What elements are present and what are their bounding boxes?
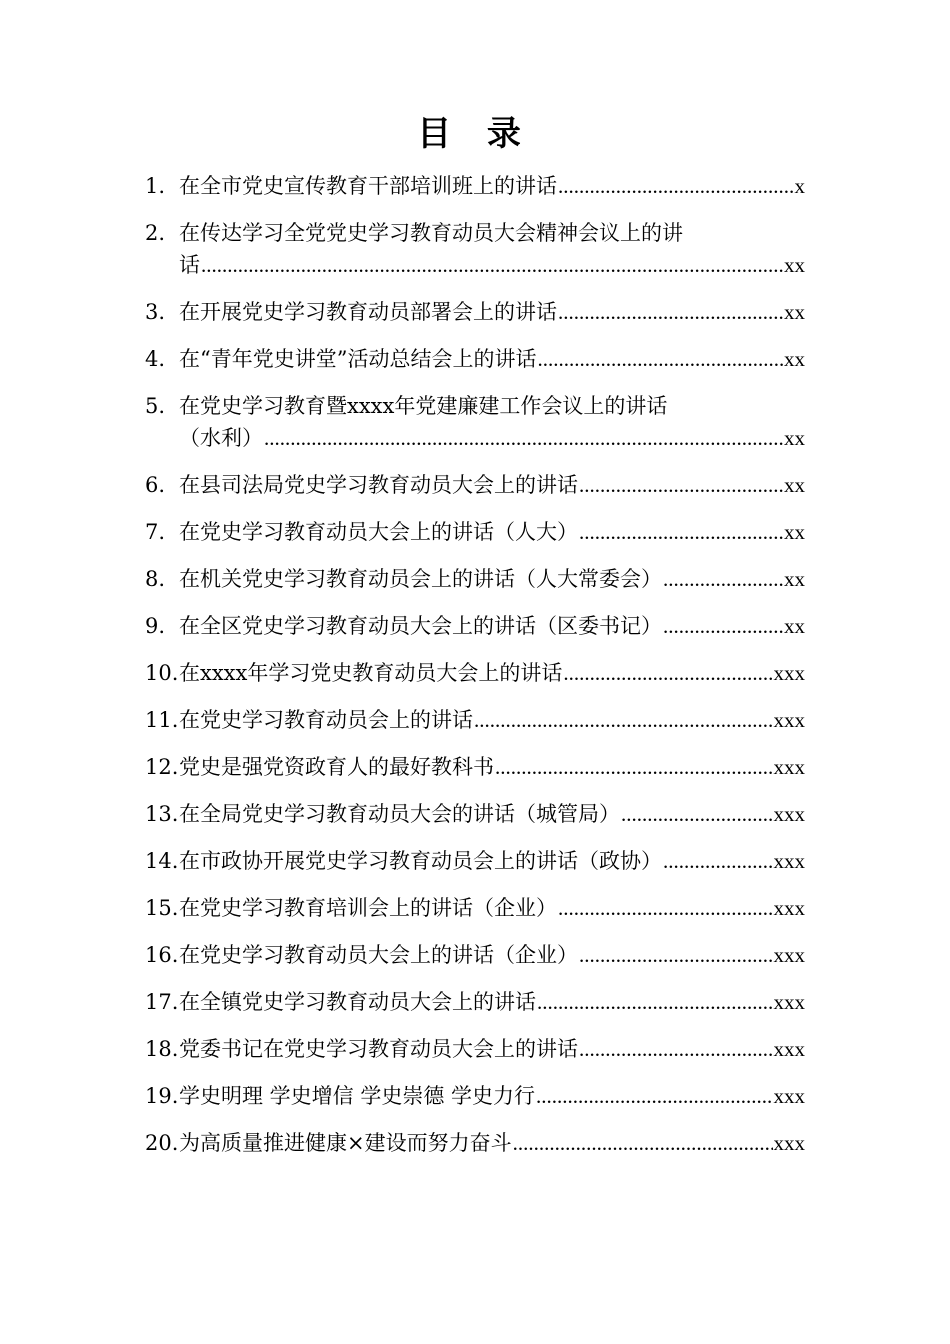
toc-entry[interactable]: [145, 986, 805, 1018]
entry-number: 3.: [145, 300, 166, 324]
dot-leader: [663, 610, 783, 642]
entry-number: 16.: [145, 943, 179, 967]
entry-title: 在全局党史学习教育动员大会的讲话（城管局）: [179, 802, 620, 826]
entry-page: xxx: [773, 849, 805, 873]
entry-number: 10.: [145, 661, 179, 685]
dot-leader: [536, 1080, 772, 1112]
dot-leader: [579, 939, 773, 971]
entry-number: 12.: [145, 755, 179, 779]
entry-number: 5.: [145, 394, 166, 418]
dot-leader: [663, 563, 783, 595]
dot-leader: [558, 296, 783, 328]
toc-entry[interactable]: [145, 170, 805, 202]
toc-entry[interactable]: [145, 610, 805, 642]
toc-entry[interactable]: [145, 704, 805, 736]
toc-entry[interactable]: [145, 563, 805, 595]
toc-entry[interactable]: [145, 892, 805, 924]
entry-title: 在“青年党史讲堂”活动总结会上的讲话: [179, 347, 537, 371]
toc-entry[interactable]: [145, 798, 805, 830]
entry-page: xxx: [773, 802, 805, 826]
toc-entry[interactable]: [145, 939, 805, 971]
entry-page: xx: [784, 567, 805, 591]
entry-number: 2.: [145, 221, 166, 245]
dot-leader: [663, 845, 773, 877]
entry-page: xxx: [773, 943, 805, 967]
toc-entry[interactable]: [145, 1127, 805, 1159]
entry-title: 在开展党史学习教育动员部署会上的讲话: [179, 300, 557, 324]
toc-entry[interactable]: [145, 469, 805, 501]
entry-title: 在xxxx年学习党史教育动员大会上的讲话: [179, 661, 563, 685]
entry-title: 在党史学习教育动员大会上的讲话（人大）: [179, 520, 578, 544]
toc-entry[interactable]: [145, 1080, 805, 1112]
entry-title: 党史是强党资政育人的最好教科书: [179, 755, 494, 779]
entry-title: 在党史学习教育动员大会上的讲话（企业）: [179, 943, 578, 967]
dot-leader: [558, 892, 773, 924]
entry-title: 在党史学习教育培训会上的讲话（企业）: [179, 896, 557, 920]
entry-number: 13.: [145, 802, 179, 826]
entry-number: 4.: [145, 347, 166, 371]
entry-page: xxx: [773, 1037, 805, 1061]
entry-number: 17.: [145, 990, 179, 1014]
entry-page: xxx: [773, 1131, 805, 1155]
entry-page: xxx: [773, 708, 805, 732]
toc-entry[interactable]: [145, 516, 805, 548]
dot-leader: [621, 798, 773, 830]
page-title: 目 录: [417, 114, 533, 154]
entry-number: 8.: [145, 567, 166, 591]
dot-leader: [579, 469, 783, 501]
dot-leader: [201, 249, 783, 281]
entry-title: 在全市党史宣传教育干部培训班上的讲话: [179, 174, 557, 198]
toc-entry[interactable]: [145, 1033, 805, 1065]
entry-number: 20.: [145, 1131, 179, 1155]
entry-title: 在党史学习教育动员会上的讲话: [179, 708, 473, 732]
entry-page: xxx: [773, 896, 805, 920]
dot-leader: [495, 751, 773, 783]
entry-page: xx: [784, 300, 805, 324]
entry-title: 在全区党史学习教育动员大会上的讲话（区委书记）: [179, 614, 662, 638]
entry-title: 在党史学习教育暨xxxx年党建廉建工作会议上的讲话: [179, 394, 668, 418]
toc-entry[interactable]: [145, 845, 805, 877]
entry-title-continued: 话: [179, 253, 200, 277]
toc-entry[interactable]: [145, 390, 805, 454]
entry-page: xx: [784, 347, 805, 371]
entry-page: xxx: [773, 661, 805, 685]
entry-number: 9.: [145, 614, 166, 638]
entry-number: 18.: [145, 1037, 179, 1061]
entry-title: 在传达学习全党党史学习教育动员大会精神会议上的讲: [179, 221, 683, 245]
entry-title-continued: （水利）: [179, 426, 263, 450]
toc-entry[interactable]: [145, 296, 805, 328]
dot-leader: [537, 986, 773, 1018]
dot-leader: [579, 516, 783, 548]
entry-page: xxx: [773, 755, 805, 779]
entry-page: xx: [784, 473, 805, 497]
toc-entry[interactable]: [145, 657, 805, 689]
dot-leader: [264, 422, 783, 454]
entry-number: 15.: [145, 896, 179, 920]
dot-leader: [537, 343, 783, 375]
entry-title: 在市政协开展党史学习教育动员会上的讲话（政协）: [179, 849, 662, 873]
dot-leader: [563, 657, 772, 689]
entry-number: 11.: [145, 708, 179, 732]
entry-number: 7.: [145, 520, 166, 544]
entry-number: 6.: [145, 473, 166, 497]
entry-number: 19.: [145, 1084, 179, 1108]
entry-title: 为高质量推进健康×建设而努力奋斗: [179, 1131, 512, 1155]
dot-leader: [513, 1127, 773, 1159]
dot-leader: [558, 170, 794, 202]
toc-entry[interactable]: [145, 751, 805, 783]
entry-page: x: [794, 174, 805, 198]
entry-title: 在机关党史学习教育动员会上的讲话（人大常委会）: [179, 567, 662, 591]
entry-number: 1.: [145, 174, 166, 198]
entry-title: 在县司法局党史学习教育动员大会上的讲话: [179, 473, 578, 497]
toc-entry[interactable]: [145, 217, 805, 281]
entry-page: xx: [784, 253, 805, 277]
entry-page: xxx: [773, 1084, 805, 1108]
dot-leader: [474, 704, 773, 736]
dot-leader: [579, 1033, 773, 1065]
entry-page: xx: [784, 520, 805, 544]
entry-page: xx: [784, 614, 805, 638]
entry-title: 学史明理 学史增信 学史崇德 学史力行: [179, 1084, 536, 1108]
toc-entry[interactable]: [145, 343, 805, 375]
entry-page: xx: [784, 426, 805, 450]
entry-title: 党委书记在党史学习教育动员大会上的讲话: [179, 1037, 578, 1061]
entry-page: xxx: [773, 990, 805, 1014]
table-of-contents: [145, 170, 805, 1174]
entry-number: 14.: [145, 849, 179, 873]
entry-title: 在全镇党史学习教育动员大会上的讲话: [179, 990, 536, 1014]
